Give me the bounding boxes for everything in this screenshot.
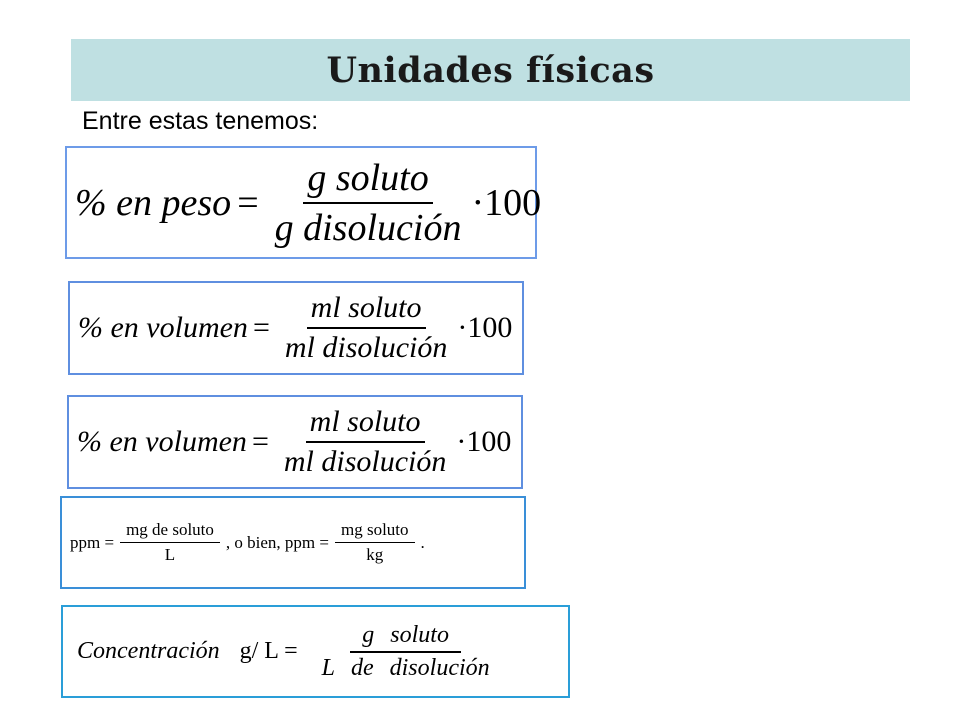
slide-title: Unidades físicas [326,49,655,91]
formula-lhs: % en peso [75,181,232,224]
fraction-numerator [350,622,461,653]
equals-sign: = [251,425,269,458]
denominator-term: L [321,654,335,681]
formula-end: . [420,532,425,552]
formula-middle-text: , o bien, ppm = [225,532,329,552]
fraction [335,520,415,565]
fraction [310,622,502,682]
fraction-denominator: ml disolución [284,331,448,364]
fraction-denominator: L [164,545,176,564]
fraction-numerator: mg soluto [335,520,415,543]
fraction [120,520,220,565]
fraction-denominator: ml disolución [283,445,447,478]
formula-ppm [60,496,526,589]
formula-lhs: % en volumen [77,425,247,458]
fraction-denominator: kg [366,545,384,564]
numerator-term: soluto [390,621,449,648]
formula-lhs: % en volumen [78,311,248,344]
formula-lhs: ppm = [70,532,115,552]
denominator-term: disolución [389,654,490,681]
formula-percent-volume [68,281,524,375]
multiplier: ·100 [457,311,513,344]
multiplier: ·100 [471,181,542,224]
formula-concentration [61,605,570,698]
fraction [271,156,466,250]
title-bar [71,39,910,101]
fraction-numerator: mg de soluto [120,520,220,543]
denominator-term: de [350,654,374,681]
numerator-term: g [362,621,375,648]
equals-sign: = [237,181,259,224]
fraction [281,291,452,365]
fraction-numerator: g soluto [303,156,432,204]
formula-percent-volume-repeat [67,395,523,489]
fraction [280,405,451,479]
formula-unit: g/ L = [239,638,298,664]
formula-lhs: Concentración [77,638,220,664]
fraction-denominator: g disolución [274,206,462,249]
fraction-numerator: ml soluto [306,405,425,443]
multiplier: ·100 [456,425,512,458]
formula-percent-weight [65,146,542,259]
fraction-denominator [310,653,502,682]
fraction-numerator: ml soluto [307,291,426,329]
equals-sign: = [252,311,270,344]
slide-subtitle: Entre estas tenemos: [82,107,319,135]
